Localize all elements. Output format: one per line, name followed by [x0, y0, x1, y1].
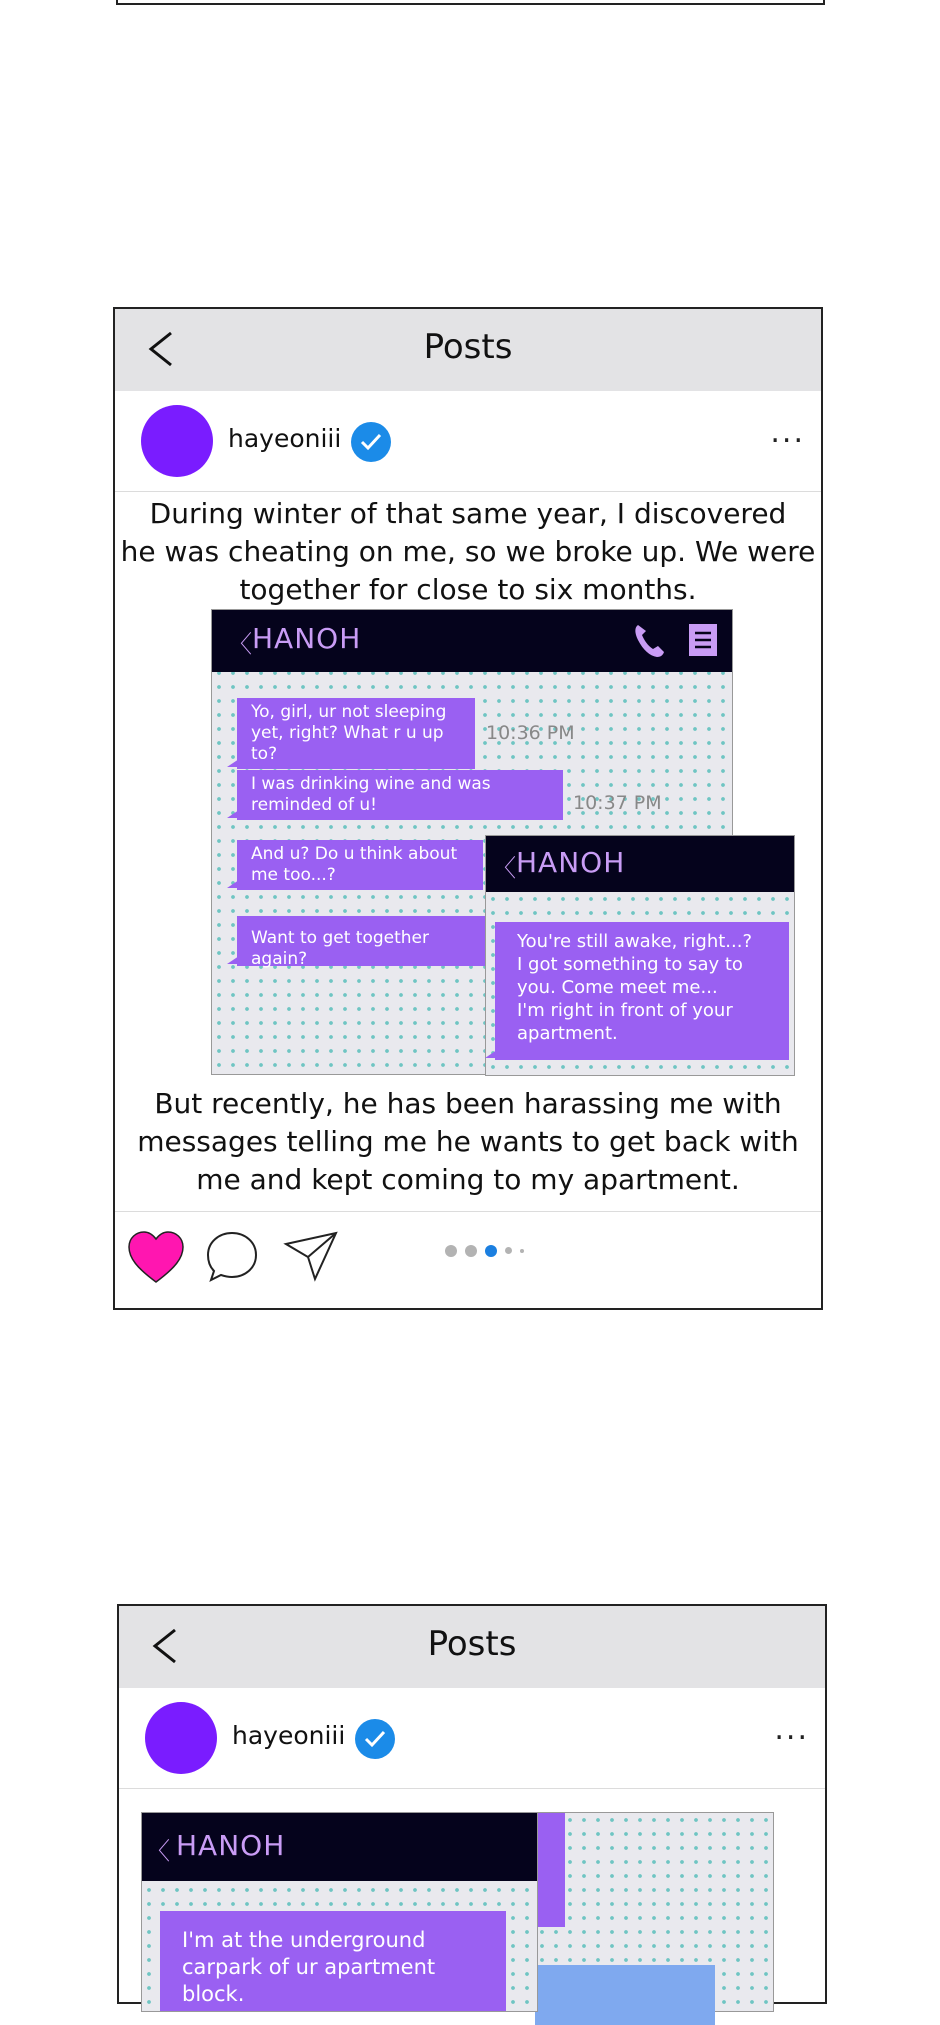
bubble-line: And u? Do u think about	[251, 844, 458, 864]
message-time: 10:37 PM	[573, 792, 662, 814]
post-card	[113, 307, 823, 1310]
chat-bubble	[237, 698, 475, 769]
caption-line: messages telling me he wants to get back with	[137, 1125, 799, 1158]
caption-bottom	[115, 1085, 821, 1199]
more-dots-icon[interactable]: ...	[774, 1712, 809, 1747]
previous-post-frame	[116, 0, 825, 5]
chat-header	[212, 610, 732, 672]
bubble-line: Want to get together again?	[251, 928, 429, 969]
post-card	[117, 1604, 827, 2004]
bubble-line: yet, right? What r u up to?	[251, 723, 444, 764]
chat-header	[486, 836, 794, 892]
verified-badge-icon	[353, 1717, 397, 1761]
caption-line: together for close to six months.	[239, 573, 697, 606]
chat-back-icon: 〈	[228, 630, 252, 658]
chat-bubble	[237, 916, 493, 969]
page-dot	[505, 1247, 512, 1254]
posts-header	[115, 309, 821, 391]
bubble-line: You're still awake, right...?	[517, 931, 753, 952]
page-dot	[445, 1245, 457, 1257]
caption-line: During winter of that same year, I discovered	[149, 497, 787, 530]
chat-bubble	[237, 770, 563, 820]
chat-bubble-fragment	[535, 1965, 715, 2025]
comment-icon[interactable]	[205, 1230, 259, 1282]
caption-line: But recently, he has been harassing me with	[154, 1087, 782, 1120]
chat-screenshot-bg	[534, 1812, 774, 2012]
chat-screenshot-a	[141, 1812, 538, 2012]
avatar[interactable]	[145, 1702, 217, 1774]
username[interactable]: hayeoniii	[228, 424, 342, 453]
bubble-line: I was drinking wine and was	[251, 774, 491, 794]
bubble-line: carpark of ur apartment block.	[182, 1955, 436, 2006]
posts-header	[119, 1606, 825, 1688]
chat-contact-name: HANOH	[252, 622, 362, 655]
chat-bubble	[495, 922, 789, 1060]
send-icon[interactable]	[283, 1230, 339, 1282]
bubble-line: I got something to say to	[517, 954, 743, 975]
bubble-line: me too...?	[251, 865, 336, 885]
user-row	[115, 391, 821, 492]
avatar[interactable]	[141, 405, 213, 477]
more-dots-icon[interactable]: ...	[770, 415, 805, 450]
chat-contact-name: HANOH	[176, 1829, 286, 1862]
message-time: 10:36 PM	[486, 722, 575, 744]
page-title: Posts	[423, 327, 513, 367]
menu-icon	[688, 623, 718, 657]
bubble-line: I'm right in front of your	[517, 1000, 733, 1021]
page-dot	[520, 1249, 524, 1253]
chat-back-icon: 〈	[146, 1837, 170, 1865]
user-row	[119, 1688, 825, 1789]
bubble-line: reminded of u!	[251, 795, 377, 815]
verified-badge-icon	[349, 420, 393, 464]
chat-contact-name: HANOH	[516, 846, 626, 879]
phone-icon	[632, 622, 666, 660]
bubble-line: you. Come meet me...	[517, 977, 718, 998]
page-indicator	[445, 1240, 532, 1259]
chat-bubble	[237, 840, 483, 890]
bubble-line: I'm at the underground	[182, 1928, 426, 1952]
post-actions	[115, 1211, 821, 1310]
chat-header	[142, 1813, 537, 1881]
chat-bubble	[160, 1911, 506, 2011]
caption-line: he was cheating on me, so we broke up. We were	[120, 535, 816, 568]
page-dot	[465, 1245, 477, 1257]
chat-back-icon: 〈	[492, 854, 516, 882]
page-dot	[485, 1245, 497, 1257]
bubble-line: Yo, girl, ur not sleeping	[251, 702, 447, 722]
heart-icon[interactable]	[127, 1230, 185, 1284]
chat-bubble-fragment	[535, 1813, 565, 1927]
page-title: Posts	[427, 1624, 517, 1664]
username[interactable]: hayeoniii	[232, 1721, 346, 1750]
chat-screenshot-b	[485, 835, 795, 1076]
bubble-line: apartment.	[517, 1023, 618, 1044]
caption-line: me and kept coming to my apartment.	[196, 1163, 740, 1196]
caption-top	[115, 495, 821, 609]
